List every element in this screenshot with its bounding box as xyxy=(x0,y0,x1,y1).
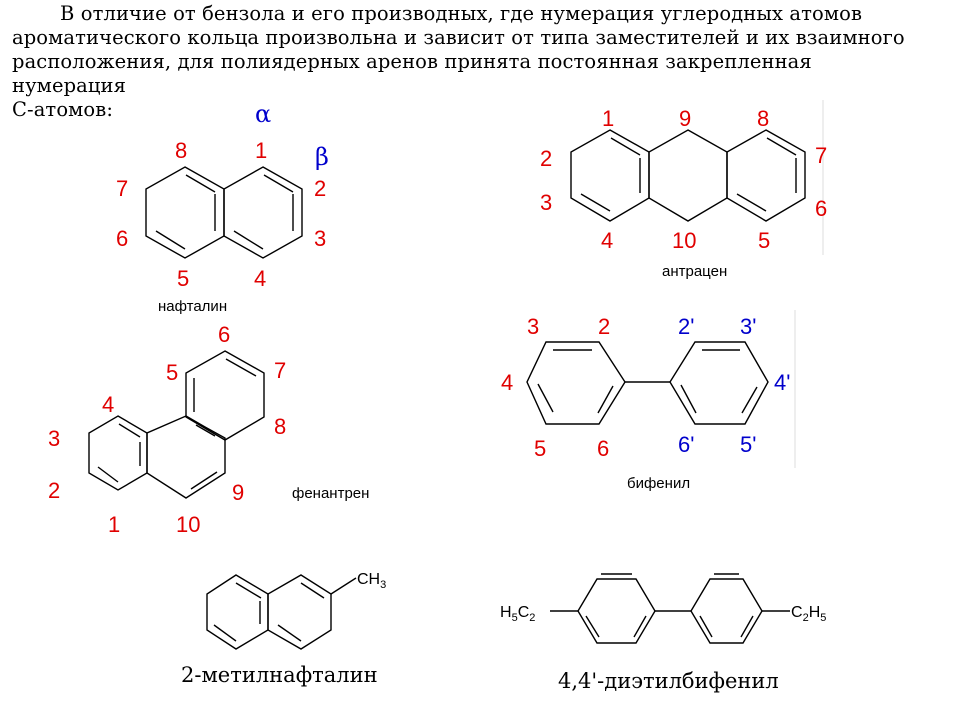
biphenyl-locant-2: 2 xyxy=(598,314,611,339)
naphthalene-locant-1: 1 xyxy=(255,138,268,163)
methyl-ch-text: CH xyxy=(357,571,381,588)
biphenyl-locant-6: 6 xyxy=(597,436,610,461)
anthracene-locant-4: 4 xyxy=(601,228,614,253)
diethylbiphenyl-bonds xyxy=(550,574,790,643)
phenanthrene-locant-1: 1 xyxy=(108,512,121,537)
methyl-subscript-3: 3 xyxy=(380,579,387,591)
phenanthrene-locant-3: 3 xyxy=(48,426,61,451)
left-ethyl-group-label xyxy=(500,604,535,624)
naphthalene-beta-label: β xyxy=(315,143,329,171)
naphthalene-locant-4: 4 xyxy=(254,266,267,291)
anthracene-locant-5: 5 xyxy=(758,228,771,253)
biphenyl-structure xyxy=(501,310,795,492)
biphenyl-name: бифенил xyxy=(627,475,691,492)
intro-line-2: ароматического кольца произвольна и зависит от типа заместителей и их взаимного xyxy=(12,26,905,49)
naphthalene-alpha-label: α xyxy=(255,100,272,128)
biphenyl-bonds xyxy=(527,342,768,424)
right-ethyl-c-subscript: 2 xyxy=(802,612,809,624)
right-ethyl-group-label xyxy=(791,604,826,624)
right-ethyl-h-subscript: 5 xyxy=(820,612,827,624)
methylnaphthalene-name: 2-метилнафталин xyxy=(181,663,378,687)
biphenyl-locant-3: 3 xyxy=(527,314,540,339)
phenanthrene-locant-5: 5 xyxy=(166,360,179,385)
anthracene-structure xyxy=(540,100,827,280)
naphthalene-locant-5: 5 xyxy=(177,266,190,291)
naphthalene-locant-7: 7 xyxy=(116,176,129,201)
biphenyl-locant-5: 5 xyxy=(534,436,547,461)
anthracene-locant-2: 2 xyxy=(540,146,553,171)
methylnaphthalene-bonds xyxy=(207,575,356,649)
intro-line-1: В отличие от бензола и его производных, где нумерация углеродных атомов xyxy=(60,2,863,25)
anthracene-bonds xyxy=(571,130,805,221)
intro-line-4: нумерация xyxy=(12,74,127,97)
naphthalene-locant-6: 6 xyxy=(116,226,129,251)
biphenyl-locant-5-prime: 5' xyxy=(740,432,757,457)
biphenyl-locant-2-prime: 2' xyxy=(678,314,695,339)
naphthalene-locant-3: 3 xyxy=(314,226,327,251)
intro-line-3: расположения, для полиядерных аренов принята постоянная закрепленная xyxy=(12,50,812,73)
methylnaphthalene-structure xyxy=(181,571,386,687)
phenanthrene-locant-9: 9 xyxy=(232,480,245,505)
anthracene-locant-1: 1 xyxy=(602,106,615,131)
phenanthrene-locant-8: 8 xyxy=(274,414,287,439)
naphthalene-name: нафталин xyxy=(158,298,228,315)
left-ethyl-c-subscript: 2 xyxy=(529,612,536,624)
phenanthrene-locant-6: 6 xyxy=(218,322,231,347)
naphthalene-structure xyxy=(116,100,329,315)
phenanthrene-name: фенантрен xyxy=(292,485,370,502)
anthracene-locant-10: 10 xyxy=(672,228,697,253)
phenanthrene-locant-10: 10 xyxy=(176,512,201,537)
phenanthrene-locant-4: 4 xyxy=(102,392,115,417)
anthracene-locant-3: 3 xyxy=(540,190,553,215)
biphenyl-locant-3-prime: 3' xyxy=(740,314,757,339)
naphthalene-bonds xyxy=(146,167,302,258)
anthracene-locant-7: 7 xyxy=(815,143,828,168)
right-ethyl-h-text: H xyxy=(808,604,821,621)
anthracene-locant-9: 9 xyxy=(679,106,692,131)
methyl-group-label xyxy=(357,571,386,591)
phenanthrene-locant-2: 2 xyxy=(48,478,61,503)
biphenyl-locant-4: 4 xyxy=(501,370,514,395)
phenanthrene-structure xyxy=(48,322,369,537)
biphenyl-locant-4-prime: 4' xyxy=(774,370,791,395)
left-ethyl-h-subscript: 5 xyxy=(511,612,518,624)
anthracene-locant-6: 6 xyxy=(815,196,828,221)
naphthalene-locant-2: 2 xyxy=(314,176,327,201)
right-ethyl-c-text: C xyxy=(791,604,803,621)
naphthalene-locant-8: 8 xyxy=(175,138,188,163)
intro-line-5: С-атомов: xyxy=(12,98,114,121)
phenanthrene-locant-7: 7 xyxy=(274,358,287,383)
left-ethyl-c-text: C xyxy=(517,604,530,621)
anthracene-locant-8: 8 xyxy=(757,106,770,131)
biphenyl-locant-6-prime: 6' xyxy=(678,432,695,457)
left-ethyl-h-text: H xyxy=(500,604,512,621)
diethylbiphenyl-structure xyxy=(500,574,826,693)
diethylbiphenyl-name: 4,4'-диэтилбифенил xyxy=(558,669,779,693)
anthracene-name: антрацен xyxy=(662,263,728,280)
